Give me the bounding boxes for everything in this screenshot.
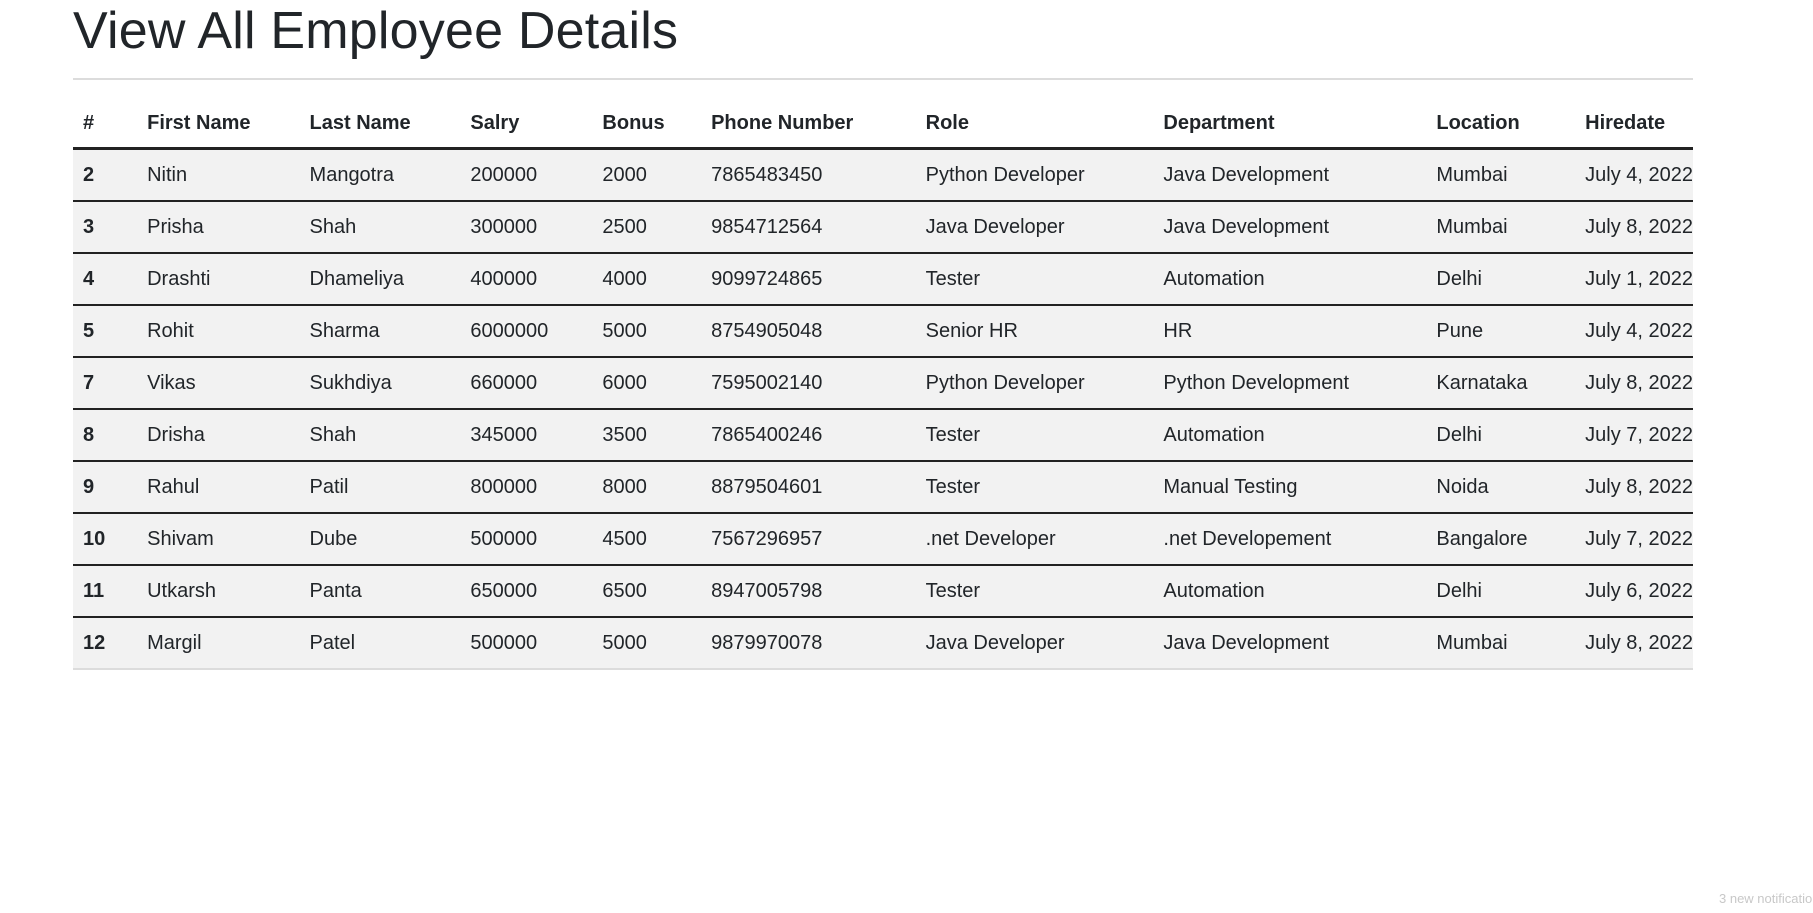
phone-number-cell: 7567296957 (701, 513, 916, 565)
bonus-cell: 8000 (592, 461, 701, 513)
bonus-cell: 2000 (592, 149, 701, 202)
phone-number-cell: 9854712564 (701, 201, 916, 253)
hiredate-cell: July 4, 2022 (1575, 149, 1693, 202)
table-row (73, 201, 1693, 253)
id-cell: 7 (73, 357, 137, 409)
table-row (73, 409, 1693, 461)
phone-number-cell: 7865483450 (701, 149, 916, 202)
salary-cell: 650000 (460, 565, 592, 617)
last-name-cell: Sharma (300, 305, 461, 357)
first-name-cell: Prisha (137, 201, 299, 253)
header-last-name: Last Name (300, 100, 461, 149)
table-body (73, 149, 1693, 670)
salary-cell: 660000 (460, 357, 592, 409)
salary-cell: 500000 (460, 513, 592, 565)
last-name-cell: Patel (300, 617, 461, 669)
table-row (73, 565, 1693, 617)
location-cell: Mumbai (1426, 201, 1575, 253)
notification-toast[interactable]: 3 new notificatio (1719, 891, 1813, 906)
role-cell: Java Developer (916, 617, 1154, 669)
bonus-cell: 2500 (592, 201, 701, 253)
table-row (73, 253, 1693, 305)
last-name-cell: Dhameliya (300, 253, 461, 305)
hiredate-cell: July 4, 2022 (1575, 305, 1693, 357)
department-cell: Automation (1153, 565, 1426, 617)
bonus-cell: 3500 (592, 409, 701, 461)
location-cell: Delhi (1426, 565, 1575, 617)
salary-cell: 300000 (460, 201, 592, 253)
phone-number-cell: 9099724865 (701, 253, 916, 305)
role-cell: Python Developer (916, 357, 1154, 409)
header-hiredate: Hiredate (1575, 100, 1693, 149)
last-name-cell: Panta (300, 565, 461, 617)
id-cell: 4 (73, 253, 137, 305)
table-row (73, 513, 1693, 565)
phone-number-cell: 7595002140 (701, 357, 916, 409)
first-name-cell: Utkarsh (137, 565, 299, 617)
first-name-cell: Margil (137, 617, 299, 669)
phone-number-cell: 8879504601 (701, 461, 916, 513)
header-role: Role (916, 100, 1154, 149)
header-salary: Salry (460, 100, 592, 149)
first-name-cell: Drashti (137, 253, 299, 305)
location-cell: Noida (1426, 461, 1575, 513)
department-cell: HR (1153, 305, 1426, 357)
last-name-cell: Shah (300, 201, 461, 253)
salary-cell: 6000000 (460, 305, 592, 357)
role-cell: Tester (916, 253, 1154, 305)
hiredate-cell: July 8, 2022 (1575, 357, 1693, 409)
department-cell: Automation (1153, 409, 1426, 461)
title-divider (73, 78, 1693, 80)
id-cell: 8 (73, 409, 137, 461)
header-department: Department (1153, 100, 1426, 149)
employee-table (73, 100, 1693, 670)
department-cell: Java Development (1153, 201, 1426, 253)
role-cell: Tester (916, 565, 1154, 617)
department-cell: Java Development (1153, 617, 1426, 669)
id-cell: 9 (73, 461, 137, 513)
hiredate-cell: July 7, 2022 (1575, 513, 1693, 565)
id-cell: 12 (73, 617, 137, 669)
table-row (73, 617, 1693, 669)
first-name-cell: Rahul (137, 461, 299, 513)
hiredate-cell: July 1, 2022 (1575, 253, 1693, 305)
role-cell: .net Developer (916, 513, 1154, 565)
content-container (73, 0, 1693, 670)
last-name-cell: Patil (300, 461, 461, 513)
header-id: # (73, 100, 137, 149)
first-name-cell: Rohit (137, 305, 299, 357)
salary-cell: 400000 (460, 253, 592, 305)
role-cell: Tester (916, 461, 1154, 513)
role-cell: Python Developer (916, 149, 1154, 202)
last-name-cell: Dube (300, 513, 461, 565)
first-name-cell: Drisha (137, 409, 299, 461)
hiredate-cell: July 8, 2022 (1575, 201, 1693, 253)
id-cell: 10 (73, 513, 137, 565)
department-cell: Automation (1153, 253, 1426, 305)
bonus-cell: 5000 (592, 617, 701, 669)
id-cell: 5 (73, 305, 137, 357)
phone-number-cell: 8947005798 (701, 565, 916, 617)
salary-cell: 800000 (460, 461, 592, 513)
phone-number-cell: 7865400246 (701, 409, 916, 461)
header-bonus: Bonus (592, 100, 701, 149)
department-cell: Python Development (1153, 357, 1426, 409)
hiredate-cell: July 8, 2022 (1575, 461, 1693, 513)
last-name-cell: Mangotra (300, 149, 461, 202)
location-cell: Karnataka (1426, 357, 1575, 409)
department-cell: Manual Testing (1153, 461, 1426, 513)
last-name-cell: Sukhdiya (300, 357, 461, 409)
phone-number-cell: 9879970078 (701, 617, 916, 669)
table-row (73, 461, 1693, 513)
bonus-cell: 5000 (592, 305, 701, 357)
department-cell: .net Developement (1153, 513, 1426, 565)
role-cell: Tester (916, 409, 1154, 461)
id-cell: 11 (73, 565, 137, 617)
header-row (73, 100, 1693, 149)
location-cell: Mumbai (1426, 149, 1575, 202)
last-name-cell: Shah (300, 409, 461, 461)
table-row (73, 149, 1693, 202)
location-cell: Mumbai (1426, 617, 1575, 669)
hiredate-cell: July 6, 2022 (1575, 565, 1693, 617)
salary-cell: 200000 (460, 149, 592, 202)
bonus-cell: 4500 (592, 513, 701, 565)
bonus-cell: 4000 (592, 253, 701, 305)
location-cell: Bangalore (1426, 513, 1575, 565)
table-row (73, 357, 1693, 409)
bonus-cell: 6000 (592, 357, 701, 409)
page-title: View All Employee Details (73, 2, 679, 60)
first-name-cell: Nitin (137, 149, 299, 202)
location-cell: Pune (1426, 305, 1575, 357)
id-cell: 3 (73, 201, 137, 253)
table-row (73, 305, 1693, 357)
first-name-cell: Shivam (137, 513, 299, 565)
hiredate-cell: July 7, 2022 (1575, 409, 1693, 461)
department-cell: Java Development (1153, 149, 1426, 202)
location-cell: Delhi (1426, 253, 1575, 305)
bonus-cell: 6500 (592, 565, 701, 617)
salary-cell: 345000 (460, 409, 592, 461)
salary-cell: 500000 (460, 617, 592, 669)
first-name-cell: Vikas (137, 357, 299, 409)
header-location: Location (1426, 100, 1575, 149)
table-header (73, 100, 1693, 149)
header-phone-number: Phone Number (701, 100, 916, 149)
role-cell: Java Developer (916, 201, 1154, 253)
role-cell: Senior HR (916, 305, 1154, 357)
header-first-name: First Name (137, 100, 299, 149)
id-cell: 2 (73, 149, 137, 202)
location-cell: Delhi (1426, 409, 1575, 461)
phone-number-cell: 8754905048 (701, 305, 916, 357)
hiredate-cell: July 8, 2022 (1575, 617, 1693, 669)
